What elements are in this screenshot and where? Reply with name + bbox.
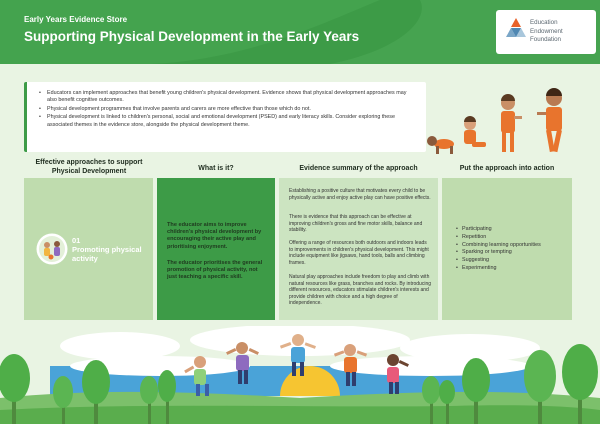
column-header-evidence: Evidence summary of the approach [299, 165, 418, 172]
header-kicker: Early Years Evidence Store [24, 15, 128, 24]
what-is-it-paragraph: The educator prioritises the general promotion of physical activity, not just teaching a specific skill. [167, 260, 263, 281]
sitting-toddler-figure [464, 116, 486, 147]
evidence-paragraph: Natural play approaches include freedom to play and climb with natural resources like grass, branches and rocks. By introducing different resources, educators stimulate children's interests and provide children with choice and a high degree of independence. [289, 274, 432, 307]
walking-child-figure [537, 88, 562, 152]
evidence-card [279, 178, 438, 320]
action-item: • Experimenting [456, 265, 541, 273]
logo-line-3: Foundation [530, 36, 561, 43]
logo-line-1: Education [530, 19, 558, 26]
column-header-approaches: Effective approaches to support Physical Development [35, 159, 143, 175]
approach-card [24, 178, 153, 320]
action-item: • Participating [456, 226, 541, 234]
action-item: • Sparking or tempting [456, 249, 541, 257]
approach-number: 01 [72, 236, 81, 245]
what-is-it-paragraph: The educator aims to improve children's physical development by encouraging their active play and prioritising enjoyment. [167, 222, 262, 250]
column-header-what: What is it? [198, 165, 234, 172]
crawling-baby-figure [427, 136, 454, 154]
evidence-paragraph: Offering a range of resources both outdoors and indoors leads to improvements in children's physical development. This might include equipment like jigsaws, hand tools, balls and climbing frames. [289, 240, 429, 266]
outdoor-play-scene [0, 326, 600, 424]
evidence-paragraph: There is evidence that this approach can be effective at improving children's gross and fine motor skills, balance and stability. [289, 214, 423, 234]
intro-bullet: • Physical development programmes that involve parents and carers are more effective than those which do not. [39, 106, 416, 113]
intro-bullet: • Physical development is linked to children's personal, social and emotional development (PSED) and early literacy skills. Consider exploring these associated themes in the evidence store, alongside the physical development theme. [39, 114, 416, 129]
child-development-illustration [412, 86, 582, 158]
eef-logo-icon [506, 18, 526, 42]
logo-text [530, 19, 563, 45]
action-item: • Repetition [456, 234, 541, 242]
logo-line-2: Endowment [530, 27, 563, 35]
action-item: • Combining learning opportunities [456, 242, 541, 250]
intro-list [39, 90, 416, 129]
eef-logo [496, 10, 596, 54]
page-title: Supporting Physical Development in the Early Years [24, 29, 360, 44]
standing-child-figure [501, 94, 522, 152]
approach-name: Promoting physical activity [72, 245, 142, 263]
intro-box [24, 82, 426, 152]
header-banner [0, 0, 600, 64]
action-card [442, 178, 572, 320]
intro-bullet: • Educators can implement approaches that benefit young children's physical development. Evidence shows that physical development approaches may also benefit cognitive outcomes. [39, 90, 416, 105]
action-list [456, 226, 541, 273]
column-header-action: Put the approach into action [459, 165, 555, 172]
what-is-it-card [157, 178, 275, 320]
evidence-paragraph: Establishing a positive culture that motivates every child to be physically active and enjoy active play can have positive effects. [289, 188, 431, 201]
children-playing-icon [36, 233, 68, 265]
action-item: • Suggesting [456, 257, 541, 265]
